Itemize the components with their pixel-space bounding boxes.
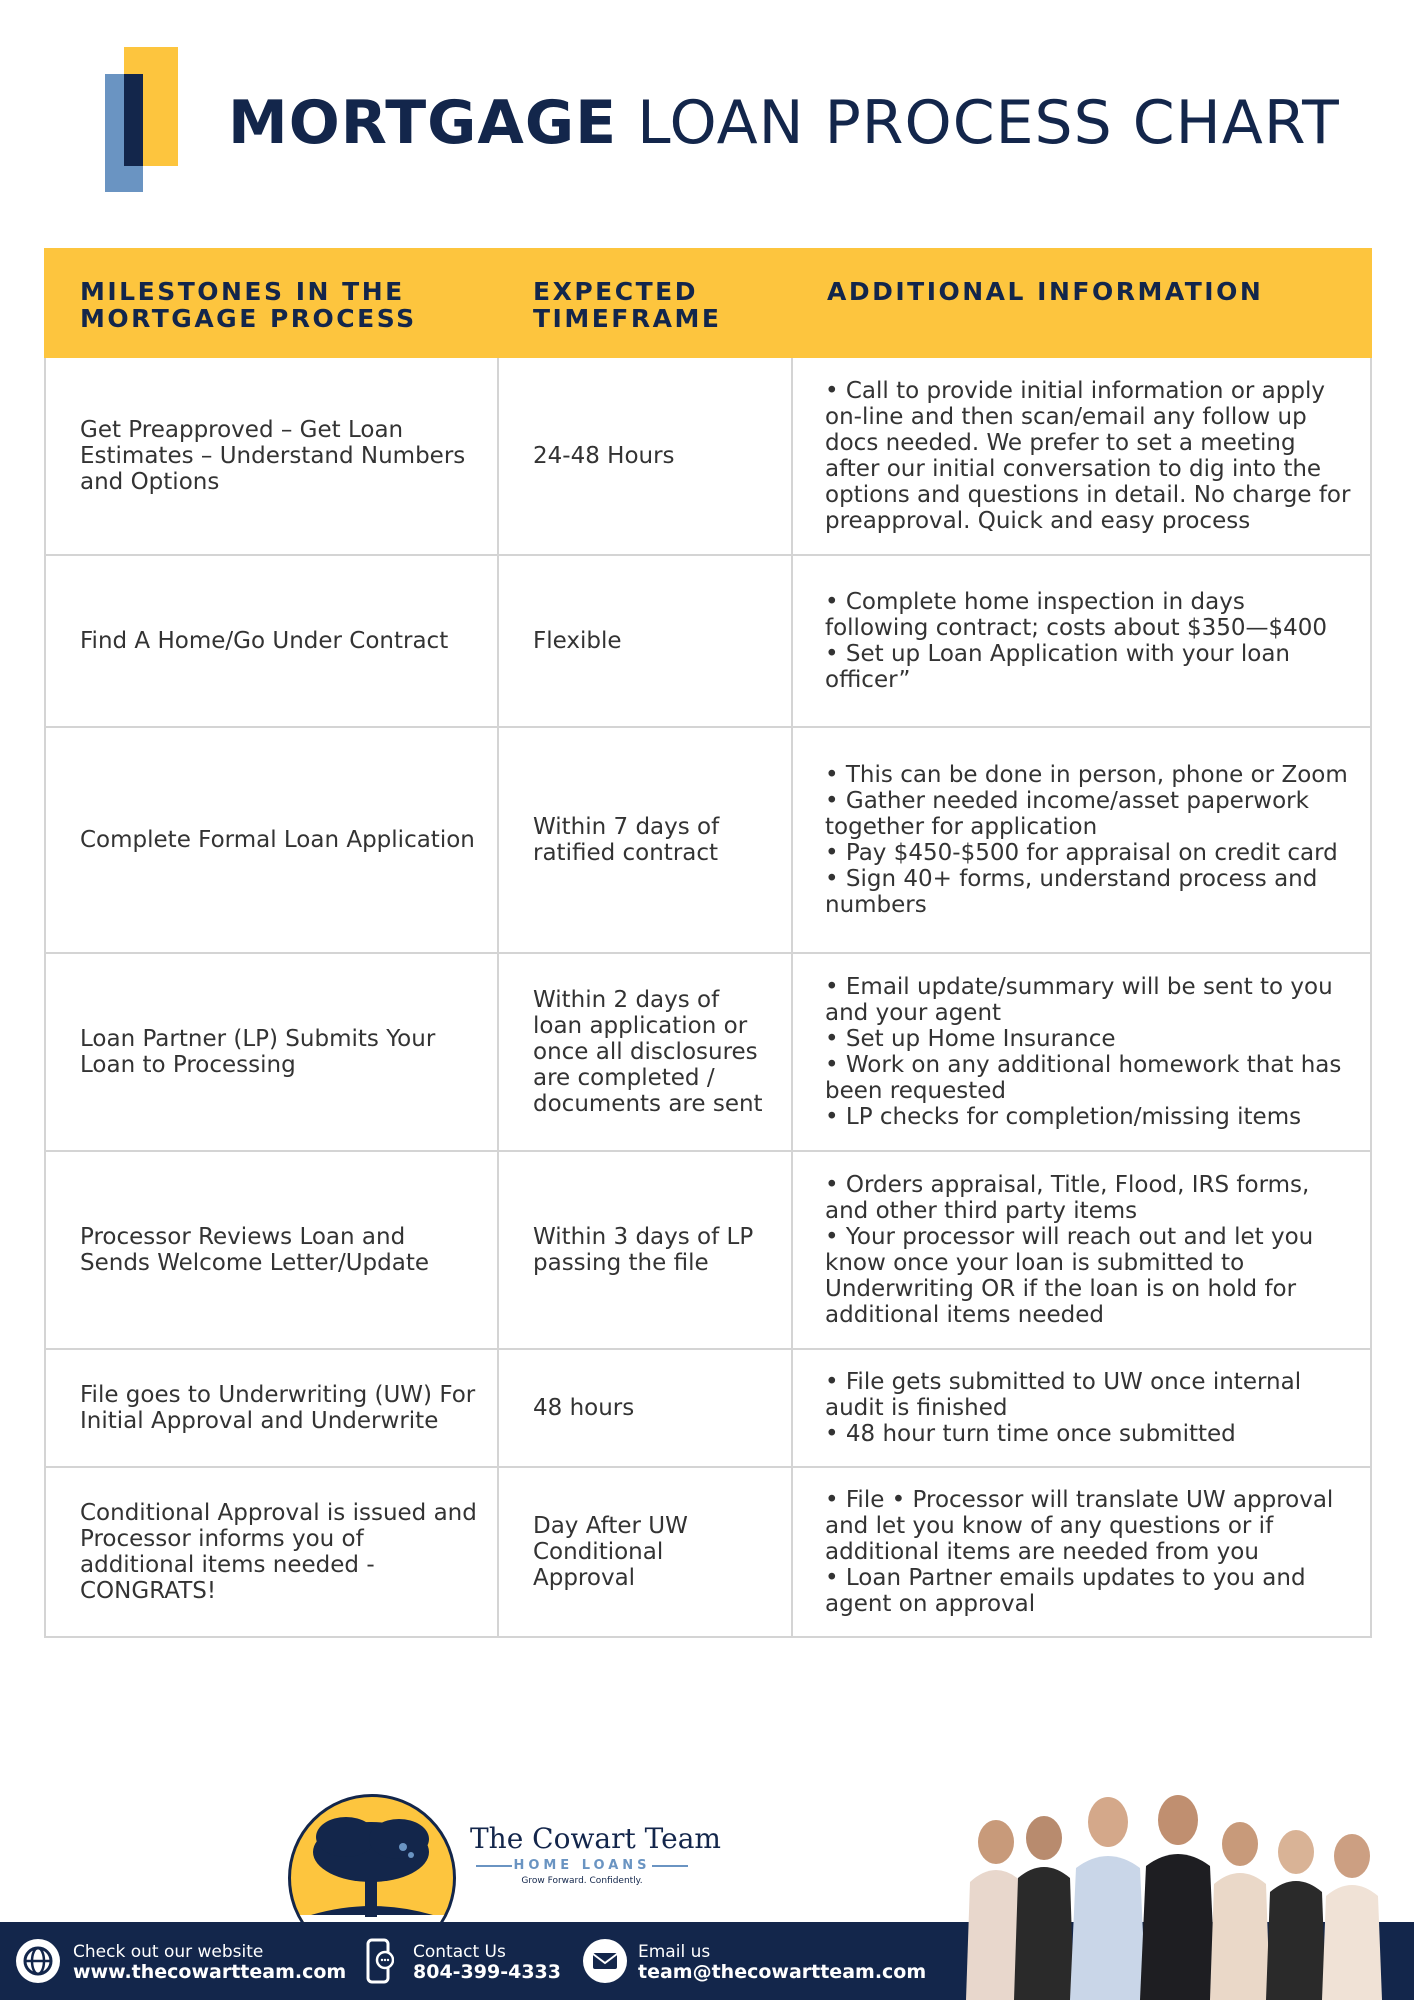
table-row	[45, 1151, 1371, 1349]
table-row	[45, 555, 1371, 727]
milestone-cell: Processor Reviews Loan and Sends Welcome Letter/Update	[45, 1151, 498, 1349]
table-row	[45, 1349, 1371, 1467]
globe-icon	[16, 1939, 60, 1983]
info-cell	[792, 727, 1371, 953]
info-line: • Gather needed income/asset paperwork together for application	[825, 788, 1309, 840]
info-line: • This can be done in person, phone or Zoom	[825, 762, 1348, 788]
website-link[interactable]: www.thecowartteam.com	[73, 1961, 347, 1983]
info-cell	[792, 357, 1371, 555]
timeframe-cell: Day After UW Conditional Approval	[498, 1467, 792, 1637]
milestone-cell: Get Preapproved – Get Loan Estimates – Understand Numbers and Options	[45, 357, 498, 555]
email-link[interactable]: team@thecowartteam.com	[638, 1961, 927, 1983]
info-line: • Work on any additional homework that has been requested	[825, 1052, 1342, 1104]
info-line: • Complete home inspection in days following contract; costs about $350—$400	[825, 589, 1328, 641]
table-row	[45, 1467, 1371, 1637]
milestone-cell: Complete Formal Loan Application	[45, 727, 498, 953]
info-line: • File • Processor will translate UW approval and let you know of any questions or if additional items are needed from you	[825, 1487, 1334, 1565]
info-line: • Your processor will reach out and let you know once your loan is submitted to Underwriting OR if the loan is on hold for additional items needed	[825, 1224, 1314, 1328]
milestone-cell: Conditional Approval is issued and Processor informs you of additional items needed - CONGRATS!	[45, 1467, 498, 1637]
brand-divider-right	[652, 1865, 688, 1867]
info-line: • Set up Loan Application with your loan officer”	[825, 641, 1290, 693]
info-line: • 48 hour turn time once submitted	[825, 1421, 1236, 1447]
table-row	[45, 727, 1371, 953]
timeframe-cell: Within 7 days of ratified contract	[498, 727, 792, 953]
email-icon	[583, 1939, 627, 1983]
info-cell	[792, 555, 1371, 727]
phone-link[interactable]: 804-399-4333	[413, 1961, 561, 1983]
info-line: • Loan Partner emails updates to you and agent on approval	[825, 1565, 1306, 1617]
team-photo	[940, 1762, 1414, 2000]
phone-label: Contact Us	[413, 1942, 506, 1962]
info-line: • Call to provide initial information or apply on-line and then scan/email any follow up docs needed. We prefer to set a meeting after our initial conversation to dig into the options and questions in detail. No charge for preapproval. Quick and easy process	[825, 378, 1351, 534]
info-line: • Set up Home Insurance	[825, 1026, 1116, 1052]
brand-tagline: Grow Forward. Confidently.	[521, 1876, 643, 1886]
brand-name: The Cowart Team	[470, 1822, 721, 1855]
timeframe-cell: 48 hours	[498, 1349, 792, 1467]
website-label: Check out our website	[73, 1942, 264, 1962]
timeframe-cell: Within 2 days of loan application or once all disclosures are completed / documents are sent	[498, 953, 792, 1151]
info-line: • Email update/summary will be sent to you and your agent	[825, 974, 1333, 1026]
page-title-bold: MORTGAGE	[228, 88, 618, 158]
info-line: • Orders appraisal, Title, Flood, IRS forms, and other third party items	[825, 1172, 1310, 1224]
info-cell	[792, 1151, 1371, 1349]
info-cell	[792, 953, 1371, 1151]
info-cell	[792, 1349, 1371, 1467]
header-timeframe: EXPECTED TIMEFRAME	[498, 249, 792, 357]
table-row	[45, 953, 1371, 1151]
brand-sub: HOME LOANS	[513, 1858, 651, 1873]
timeframe-cell: Flexible	[498, 555, 792, 727]
milestone-cell: Loan Partner (LP) Submits Your Loan to Processing	[45, 953, 498, 1151]
logo-mark-navy-bar	[124, 74, 143, 166]
info-line: • LP checks for completion/missing items	[825, 1104, 1302, 1130]
info-line: • Pay $450-$500 for appraisal on credit card	[825, 840, 1338, 866]
milestone-cell: File goes to Underwriting (UW) For Initial Approval and Underwrite	[45, 1349, 498, 1467]
timeframe-cell: 24-48 Hours	[498, 357, 792, 555]
process-table	[44, 248, 1372, 1638]
page-title-rest: LOAN PROCESS CHART	[637, 88, 1340, 158]
milestone-cell: Find A Home/Go Under Contract	[45, 555, 498, 727]
header-info: ADDITIONAL INFORMATION	[792, 249, 1371, 357]
table-header-row	[45, 249, 1371, 357]
page-title	[228, 78, 1340, 168]
timeframe-cell: Within 3 days of LP passing the file	[498, 1151, 792, 1349]
header-milestones: MILESTONES IN THE MORTGAGE PROCESS	[45, 249, 498, 357]
email-label: Email us	[638, 1942, 711, 1962]
info-line: • File gets submitted to UW once internal audit is finished	[825, 1369, 1302, 1421]
info-cell	[792, 1467, 1371, 1637]
table-row	[45, 357, 1371, 555]
phone-icon	[366, 1938, 394, 1984]
info-line: • Sign 40+ forms, understand process and numbers	[825, 866, 1318, 918]
